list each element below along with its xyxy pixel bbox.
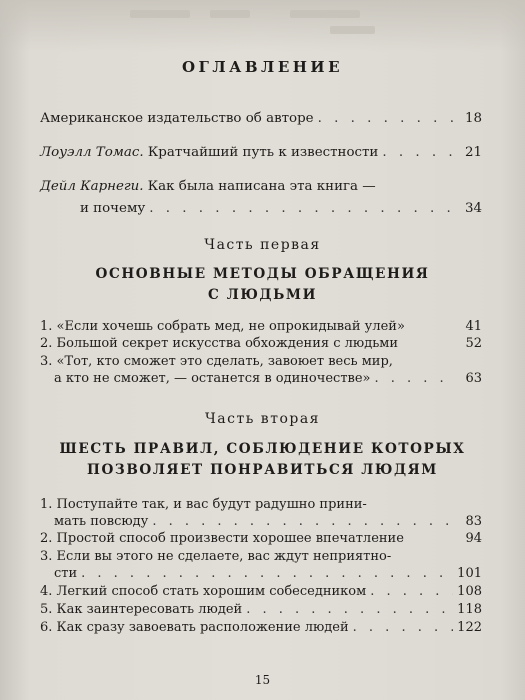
entry-page: 34	[464, 201, 482, 216]
entry-text: Кратчайший путь к известности	[143, 145, 379, 160]
part-one-heading-line2: С ЛЮДЬМИ	[207, 287, 318, 303]
dot-leader	[318, 108, 456, 130]
chapter-text: 1. Поступайте так, и вас будут радушно прини-	[40, 497, 367, 512]
chapter-text-cont: сти	[54, 566, 78, 581]
dot-leader	[353, 619, 454, 636]
part-two-chapter-5[interactable]	[40, 601, 482, 618]
dot-leader	[149, 198, 456, 220]
chapter-page: 52	[465, 336, 482, 351]
entry-page: 18	[464, 111, 482, 126]
chapter-text: 5. Как заинтересовать людей	[40, 602, 243, 617]
part-two-chapter-6[interactable]	[40, 619, 482, 636]
toc-entry-carnegie[interactable]	[40, 176, 482, 220]
entry-author: Лоуэлл Томас.	[40, 145, 144, 160]
dot-leader	[375, 370, 457, 387]
chapter-text: 6. Как сразу завоевать расположение людей	[40, 620, 349, 635]
chapter-text: 2. Большой секрет искусства обхождения с людьми	[40, 336, 399, 351]
chapter-page: 101	[457, 566, 482, 581]
part-one-chapter-2[interactable]	[40, 335, 482, 352]
chapter-page: 108	[457, 584, 482, 599]
chapter-text: 3. Если вы этого не сделаете, вас ждут неприятно-	[40, 549, 392, 564]
part-two-chapter-2[interactable]	[40, 530, 482, 547]
entry-page: 21	[464, 145, 482, 160]
previous-page-bleed-through	[0, 0, 525, 52]
chapter-text: 4. Легкий способ стать хорошим собеседником	[40, 584, 367, 599]
chapter-page: 122	[457, 620, 482, 635]
chapter-text: 3. «Тот, кто сможет это сделать, завоюет весь мир,	[40, 354, 393, 369]
entry-author: Дейл Карнеги.	[40, 179, 144, 194]
entry-text: Как была написана эта книга —	[143, 179, 376, 194]
part-one-label: Часть первая	[204, 237, 321, 253]
dot-leader	[152, 513, 456, 530]
part-one-chapter-1[interactable]	[40, 318, 482, 335]
dot-leader	[246, 601, 453, 618]
entry-text-cont: и почему	[80, 201, 146, 216]
chapter-text-cont: а кто не сможет, — останется в одиночестве»	[54, 371, 371, 386]
dot-leader	[81, 565, 453, 582]
toc-entry-thomas[interactable]	[40, 142, 482, 164]
chapter-text: 1. «Если хочешь собрать мед, не опрокидывай улей»	[40, 319, 405, 334]
part-two-heading	[0, 439, 525, 481]
chapter-page: 94	[465, 531, 482, 546]
dot-leader	[370, 583, 453, 600]
toc-entry-publisher[interactable]	[40, 108, 482, 130]
chapter-page: 63	[465, 371, 482, 386]
part-two-chapter-3[interactable]	[40, 548, 482, 582]
part-one-heading-line1: ОСНОВНЫЕ МЕТОДЫ ОБРАЩЕНИЯ	[95, 266, 430, 282]
chapter-text-cont: мать повсюду	[54, 514, 149, 529]
chapter-text: 2. Простой способ произвести хорошее впечатление	[40, 531, 404, 546]
entry-text: Американское издательство об авторе	[40, 111, 314, 126]
part-two-chapter-1[interactable]	[40, 496, 482, 530]
chapter-page: 118	[457, 602, 482, 617]
chapter-page: 83	[465, 514, 482, 529]
part-one-heading	[0, 264, 525, 306]
part-one-chapter-3[interactable]	[40, 353, 482, 387]
dot-leader	[382, 142, 456, 164]
page-number: 15	[254, 673, 271, 687]
toc-title: ОГЛАВЛЕНИЕ	[181, 58, 344, 76]
chapter-page: 41	[465, 319, 482, 334]
part-two-heading-line2: ПОЗВОЛЯЕТ ПОНРАВИТЬСЯ ЛЮДЯМ	[87, 462, 438, 478]
part-two-heading-line1: ШЕСТЬ ПРАВИЛ, СОБЛЮДЕНИЕ КОТОРЫХ	[59, 441, 466, 457]
part-two-chapter-4[interactable]	[40, 583, 482, 600]
part-two-label: Часть вторая	[204, 411, 321, 427]
